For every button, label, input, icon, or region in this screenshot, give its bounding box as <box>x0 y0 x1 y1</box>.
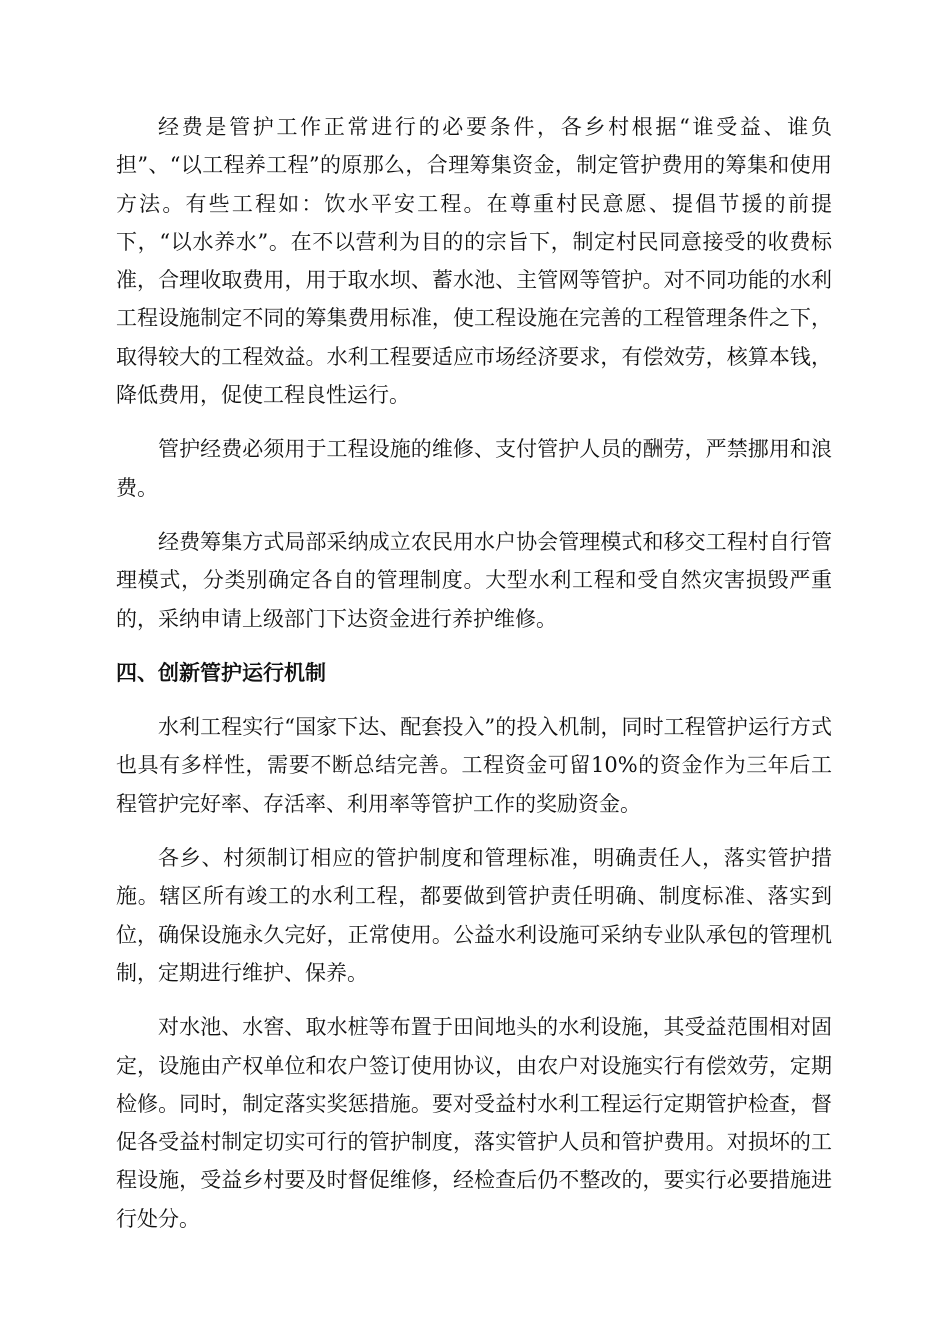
paragraph-management-standards: 各乡、村须制订相应的管护制度和管理标准，明确责任人，落实管护措施。辖区所有竣工的水利工程，都要做到管护责任明确、制度标准、落实到位，确保设施永久完好，正常使用。公益水利设施可采纳专业队承包的管理机制，定期进行维护、保养。 <box>116 846 832 985</box>
paragraph-funding-usage: 管护经费必须用于工程设施的维修、支付管护人员的酬劳，严禁挪用和浪费。 <box>116 437 832 500</box>
paragraph-funding-conditions: 经费是管护工作正常进行的必要条件，各乡村根据“谁受益、谁负担”、“以工程养工程”的原那么，合理筹集资金，制定管护费用的筹集和使用方法。有些工程如：饮水平安工程。在尊重村民意愿、提倡节援的前提下，“以水养水”。在不以营利为目的的宗旨下，制定村民同意接受的收费标准，合理收取费用，用于取水坝、蓄水池、主管网等管护。对不同功能的水利工程设施制定不同的筹集费用标准，使工程设施在完善的工程管理条件之下，取得较大的工程效益。水利工程要适应市场经济要求，有偿效劳，核算本钱，降低费用，促使工程良性运行。 <box>116 115 832 408</box>
paragraph-investment-mechanism: 水利工程实行“国家下达、配套投入”的投入机制，同时工程管护运行方式也具有多样性，需要不断总结完善。工程资金可留10%的资金作为三年后工程管护完好率、存活率、利用率等管护工作的奖励资金。 <box>116 715 832 816</box>
paragraph-funding-methods: 经费筹集方式局部采纳成立农民用水户协会管理模式和移交工程村自行管理模式，分类别确定各自的管理制度。大型水利工程和受自然灾害损毁严重的，采纳申请上级部门下达资金进行养护维修。 <box>116 529 832 631</box>
paragraph-field-facilities: 对水池、水窖、取水桩等布置于田间地头的水利设施，其受益范围相对固定，设施由产权单位和农户签订使用协议，由农户对设施实行有偿效劳，定期检修。同时，制定落实奖惩措施。要对受益村水利工程运行定期管护检查，督促各受益村制定切实可行的管护制度，落实管护人员和管护费用。对损坏的工程设施，受益乡村要及时督促维修，经检查后仍不整改的，要实行必要措施进行处分。 <box>116 1015 832 1231</box>
document-body <box>116 108 832 1254</box>
section-heading: 四、创新管护运行机制 <box>116 660 326 685</box>
